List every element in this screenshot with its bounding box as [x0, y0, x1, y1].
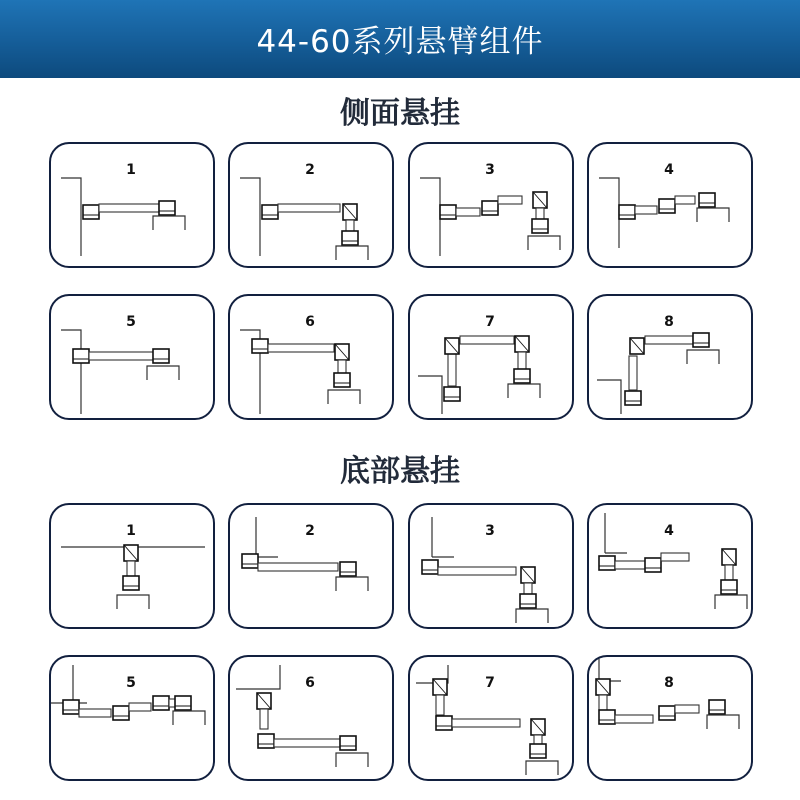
card-number: 8 — [664, 675, 674, 691]
section-title-bottom: 底部悬挂 — [340, 454, 460, 489]
section-title-side: 侧面悬挂 — [340, 96, 460, 131]
card-number: 5 — [126, 314, 136, 330]
card-number: 3 — [485, 523, 495, 539]
card-number: 3 — [485, 162, 495, 178]
bottom-mount-card-6 — [228, 655, 394, 781]
card-number: 6 — [305, 675, 315, 691]
bottom-mount-card-5 — [49, 655, 215, 781]
card-number: 1 — [126, 523, 136, 539]
card-number: 4 — [664, 523, 674, 539]
side-mount-card-4 — [587, 142, 753, 268]
card-number: 7 — [485, 675, 495, 691]
card-number: 2 — [305, 523, 315, 539]
card-number: 4 — [664, 162, 674, 178]
page-title: 44-60系列悬臂组件 — [256, 24, 544, 60]
card-number: 6 — [305, 314, 315, 330]
side-mount-card-6 — [228, 294, 394, 420]
card-number: 1 — [126, 162, 136, 178]
bottom-mount-card-3 — [408, 503, 574, 629]
side-mount-card-8 — [587, 294, 753, 420]
bottom-mount-card-7 — [408, 655, 574, 781]
bottom-mount-card-8 — [587, 655, 753, 781]
bottom-mount-card-4 — [587, 503, 753, 629]
side-mount-card-5 — [49, 294, 215, 420]
card-number: 2 — [305, 162, 315, 178]
card-number: 8 — [664, 314, 674, 330]
card-number: 7 — [485, 314, 495, 330]
card-number: 5 — [126, 675, 136, 691]
side-mount-card-7 — [408, 294, 574, 420]
side-mount-card-1 — [49, 142, 215, 268]
bottom-mount-card-2 — [228, 503, 394, 629]
side-mount-card-2 — [228, 142, 394, 268]
side-mount-card-3 — [408, 142, 574, 268]
bottom-mount-card-1 — [49, 503, 215, 629]
